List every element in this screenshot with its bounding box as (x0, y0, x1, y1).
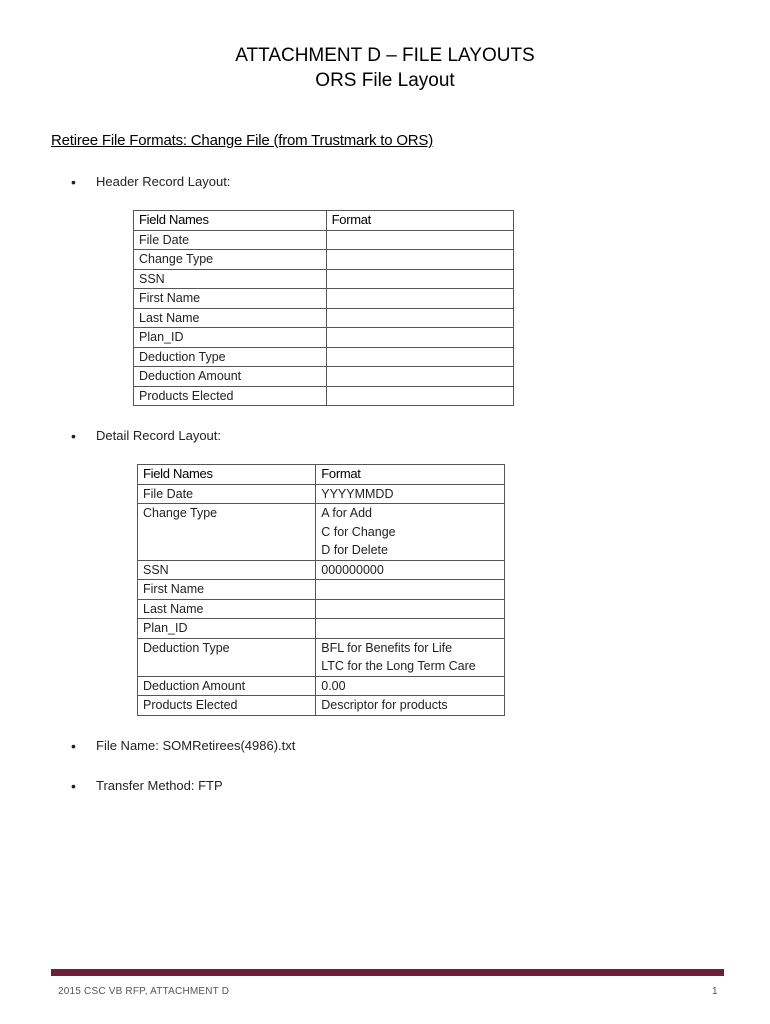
table-row (134, 269, 514, 289)
field-name-cell: Last Name (134, 308, 327, 328)
format-cell (326, 308, 513, 328)
field-name-cell: First Name (134, 289, 327, 309)
bullet-icon: • (71, 174, 76, 190)
format-cell (316, 580, 505, 600)
format-cell: Descriptor for products (316, 696, 505, 716)
format-cell (316, 619, 505, 639)
format-cell: 000000000 (316, 560, 505, 580)
table-header-row (134, 211, 514, 231)
column-header: Format (316, 465, 505, 485)
bullet-icon: • (71, 778, 76, 794)
format-cell (326, 269, 513, 289)
field-name-cell: Last Name (138, 599, 316, 619)
document-subtitle: ORS File Layout (315, 70, 455, 91)
format-cell: YYYYMMDD (316, 484, 505, 504)
table-row (134, 289, 514, 309)
field-name-cell: Deduction Amount (134, 367, 327, 387)
table-row (134, 250, 514, 270)
format-cell (326, 230, 513, 250)
format-cell (326, 328, 513, 348)
table-row (134, 386, 514, 406)
field-name-cell: Change Type (134, 250, 327, 270)
field-name-cell: SSN (138, 560, 316, 580)
footer-bar (51, 969, 724, 976)
field-name-cell: SSN (134, 269, 327, 289)
column-header: Format (326, 211, 513, 231)
field-name-cell: File Date (134, 230, 327, 250)
table-row (138, 504, 505, 561)
field-name-cell: Products Elected (138, 696, 316, 716)
format-cell (316, 599, 505, 619)
bullet-label: Detail Record Layout: (96, 428, 222, 443)
header-record-table (133, 210, 514, 406)
format-cell (326, 289, 513, 309)
field-name-cell: Products Elected (134, 386, 327, 406)
table-header-row (138, 465, 505, 485)
document-title: ATTACHMENT D – FILE LAYOUTS (235, 45, 535, 66)
field-name-cell: Deduction Amount (138, 676, 316, 696)
table-row (134, 308, 514, 328)
column-header: Field Names (134, 211, 327, 231)
table-row (138, 696, 505, 716)
field-name-cell: Plan_ID (134, 328, 327, 348)
table-row (138, 676, 505, 696)
table-row (134, 328, 514, 348)
table-row (134, 230, 514, 250)
format-cell (326, 347, 513, 367)
page-number: 1 (712, 986, 718, 997)
bullet-icon: • (71, 738, 76, 754)
field-name-cell: Change Type (138, 504, 316, 561)
footer-text: 2015 CSC VB RFP, ATTACHMENT D (58, 986, 230, 997)
field-name-cell: Deduction Type (134, 347, 327, 367)
section-heading: Retiree File Formats: Change File (from Trustmark to ORS) (51, 132, 434, 149)
format-cell: 0.00 (316, 676, 505, 696)
table-row (138, 484, 505, 504)
file-name-text: File Name: SOMRetirees(4986).txt (96, 738, 296, 753)
table-row (138, 619, 505, 639)
table-row (138, 599, 505, 619)
bullet-icon: • (71, 428, 76, 444)
field-name-cell: Deduction Type (138, 638, 316, 676)
field-name-cell: Plan_ID (138, 619, 316, 639)
format-cell (326, 367, 513, 387)
format-cell: BFL for Benefits for Life LTC for the Long Term Care (316, 638, 505, 676)
detail-record-table (137, 464, 505, 716)
format-cell (326, 386, 513, 406)
table-row (134, 347, 514, 367)
field-name-cell: File Date (138, 484, 316, 504)
table-row (134, 367, 514, 387)
column-header: Field Names (138, 465, 316, 485)
table-row (138, 580, 505, 600)
bullet-label: Header Record Layout: (96, 174, 231, 189)
format-cell: A for Add C for Change D for Delete (316, 504, 505, 561)
transfer-method-text: Transfer Method: FTP (96, 778, 223, 793)
format-cell (326, 250, 513, 270)
table-row (138, 560, 505, 580)
table-row (138, 638, 505, 676)
field-name-cell: First Name (138, 580, 316, 600)
